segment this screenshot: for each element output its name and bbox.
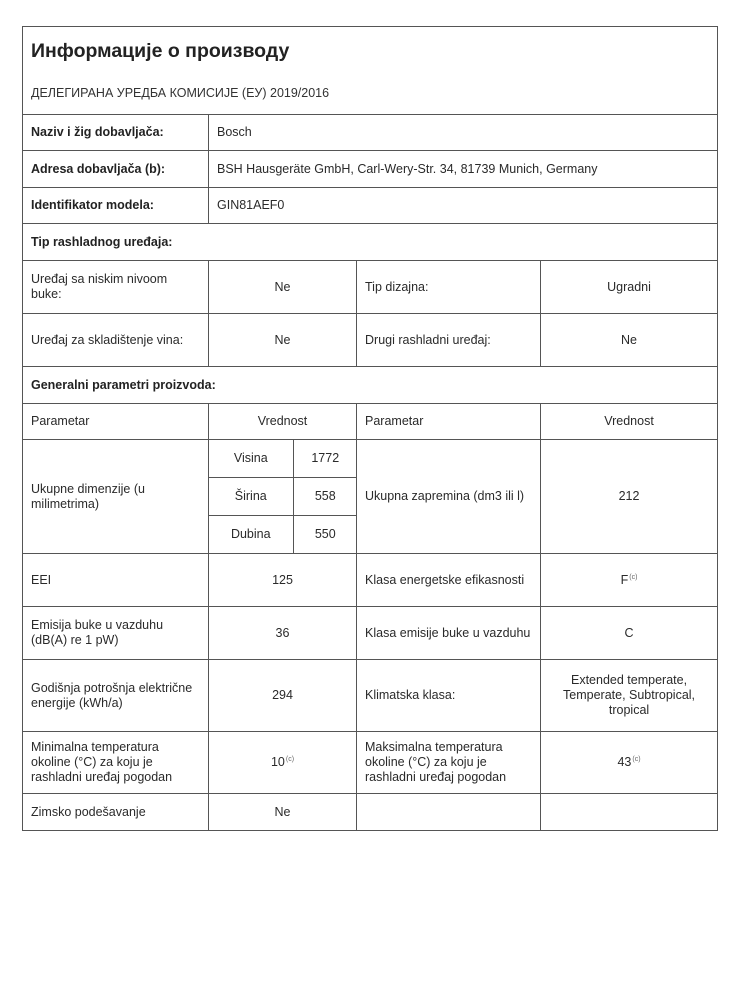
header-parameter-1: Parametar — [23, 404, 209, 440]
product-info-table — [22, 26, 718, 831]
annual-energy-row — [23, 660, 718, 732]
dimension-row — [209, 478, 357, 516]
max-temp-footnote: (c) — [632, 756, 641, 763]
climate-class-label: Klimatska klasa: — [357, 660, 541, 732]
eei-value: 125 — [209, 554, 357, 607]
header-parameter-2: Parametar — [357, 404, 541, 440]
other-appliance-label: Drugi rashladni uređaj: — [357, 314, 541, 367]
noise-class-label: Klasa emisije buke u vazduhu — [357, 607, 541, 660]
energy-class-cell — [541, 554, 718, 607]
max-temp-value: 43 — [617, 755, 632, 769]
ambient-temperature-row — [23, 732, 718, 794]
annual-energy-label: Godišnja potrošnja električne energije (kWh/a) — [23, 660, 209, 732]
supplier-name-row — [23, 115, 718, 151]
dimension-height-label: Visina — [209, 440, 293, 478]
eei-label: EEI — [23, 554, 209, 607]
design-type-label: Tip dizajna: — [357, 261, 541, 314]
header-value-2: Vrednost — [541, 404, 718, 440]
low-noise-value: Ne — [209, 261, 357, 314]
energy-class-value: F — [620, 572, 629, 587]
header-value-1: Vrednost — [209, 404, 357, 440]
energy-class-footnote: (c) — [629, 573, 638, 581]
dimension-width-label: Širina — [209, 478, 293, 516]
supplier-address-label: Adresa dobavljača (b): — [23, 151, 209, 188]
noise-emission-value: 36 — [209, 607, 357, 660]
annual-energy-value: 294 — [209, 660, 357, 732]
max-temp-label: Maksimalna temperatura okoline (°C) za koju je rashladni uređaj pogodan — [357, 732, 541, 794]
wine-storage-label: Uređaj za skladištenje vina: — [23, 314, 209, 367]
title-row — [23, 27, 718, 74]
min-temp-label: Minimalna temperatura okoline (°C) za koju je rashladni uređaj pogodan — [23, 732, 209, 794]
noise-emission-label: Emisija buke u vazduhu (dB(A) re 1 pW) — [23, 607, 209, 660]
supplier-address-value: BSH Hausgeräte GmbH, Carl-Wery-Str. 34, 81739 Munich, Germany — [209, 151, 718, 188]
min-temp-footnote: (c) — [285, 756, 295, 763]
design-type-value: Ugradni — [541, 261, 718, 314]
winter-setting-label: Zimsko podešavanje — [23, 794, 209, 831]
supplier-name-label: Naziv i žig dobavljača: — [23, 115, 209, 151]
min-temp-value: 10 — [270, 755, 285, 769]
winter-setting-value: Ne — [209, 794, 357, 831]
noise-class-value: C — [541, 607, 718, 660]
empty-cell — [357, 794, 541, 831]
dimensions-subtable — [209, 440, 357, 553]
subtitle-row — [23, 73, 718, 115]
regulation-subtitle: ДЕЛЕГИРАНА УРЕДБА КОМИСИЈЕ (ЕУ) 2019/2016 — [23, 73, 718, 115]
dimension-row — [209, 516, 357, 554]
low-noise-label: Uređaj sa niskim nivoom buke: — [23, 261, 209, 314]
other-appliance-value: Ne — [541, 314, 718, 367]
wine-storage-value: Ne — [209, 314, 357, 367]
document-title: Информације о производу — [23, 27, 718, 74]
empty-cell — [541, 794, 718, 831]
model-identifier-label: Identifikator modela: — [23, 188, 209, 224]
eei-row — [23, 554, 718, 607]
supplier-name-value: Bosch — [209, 115, 718, 151]
dimensions-label: Ukupne dimenzije (u milimetrima) — [23, 440, 209, 554]
max-temp-cell — [541, 732, 718, 794]
min-temp-cell — [209, 732, 357, 794]
dimension-width-value: 558 — [293, 478, 357, 516]
appliance-type-heading: Tip rashladnog uređaja: — [23, 224, 718, 261]
climate-class-value: Extended temperate, Temperate, Subtropical, tropical — [541, 660, 718, 732]
total-volume-label: Ukupna zapremina (dm3 ili l) — [357, 440, 541, 554]
supplier-address-row — [23, 151, 718, 188]
noise-emission-row — [23, 607, 718, 660]
model-identifier-row — [23, 188, 718, 224]
wine-storage-row — [23, 314, 718, 367]
dimension-depth-value: 550 — [314, 527, 336, 541]
winter-setting-row — [23, 794, 718, 831]
dimensions-values — [209, 440, 357, 554]
product-information-sheet — [22, 26, 717, 831]
dimensions-row — [23, 440, 718, 554]
dimension-row — [209, 440, 357, 478]
energy-class-label: Klasa energetske efikasnosti — [357, 554, 541, 607]
dimension-depth-label: Dubina — [209, 516, 293, 554]
model-identifier-value: GIN81AEF0 — [209, 188, 718, 224]
low-noise-row — [23, 261, 718, 314]
appliance-type-section-row — [23, 224, 718, 261]
general-params-section-row — [23, 367, 718, 404]
total-volume-value: 212 — [541, 440, 718, 554]
params-header-row — [23, 404, 718, 440]
dimension-height-value: 1772 — [293, 440, 357, 478]
general-params-heading: Generalni parametri proizvoda: — [23, 367, 718, 404]
